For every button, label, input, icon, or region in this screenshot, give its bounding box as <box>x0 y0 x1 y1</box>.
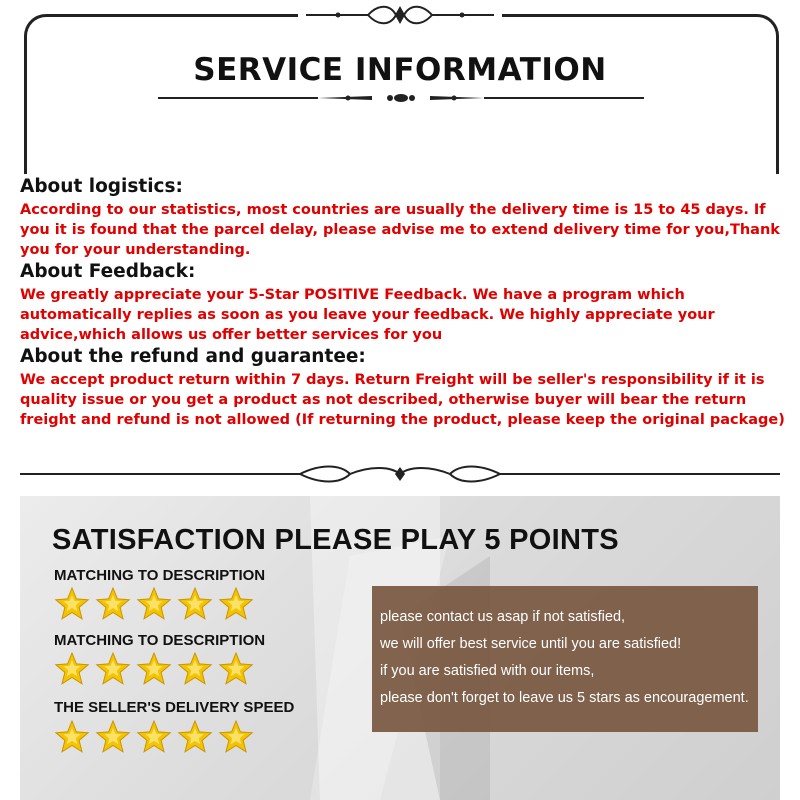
title-underline-ornament-icon <box>158 90 644 106</box>
satisfaction-title: SATISFACTION PLEASE PLAY 5 POINTS <box>52 524 619 556</box>
message-line: please don't forget to leave us 5 stars as encouragement. <box>380 690 749 706</box>
section-divider-ornament-icon <box>20 462 780 486</box>
message-line: if you are satisfied with our items, <box>380 663 595 679</box>
refund-text: We accept product return within 7 days. Return Freight will be seller's responsibility if it is quality issue or you get a product as not described, otherwise buyer will bear the return freight and refund is not allowed (If returning the product, please keep the original package) <box>20 372 785 428</box>
star-rating-row <box>54 652 254 688</box>
feedback-heading: About Feedback: <box>20 261 196 282</box>
rating-label-description-2: MATCHING TO DESCRIPTION <box>54 632 266 649</box>
rating-label-delivery-speed: THE SELLER'S DELIVERY SPEED <box>54 699 295 716</box>
message-line: we will offer best service until you are satisfied! <box>380 636 682 652</box>
star-rating-row <box>54 720 254 756</box>
logistics-text: According to our statistics, most countries are usually the delivery time is 15 to 45 days. If you it is found that the parcel delay, please advise me to extend delivery time for you,Thank you for your understanding. <box>20 202 780 258</box>
message-line: please contact us asap if not satisfied, <box>380 609 626 625</box>
refund-heading: About the refund and guarantee: <box>20 346 366 367</box>
message-box <box>372 586 758 732</box>
page-title: SERVICE INFORMATION <box>193 52 607 88</box>
feedback-text: We greatly appreciate your 5-Star POSITIVE Feedback. We have a program which automatically replies as soon as you leave your feedback. We highly appreciate your advice,which allows us offer better services for you <box>20 287 715 343</box>
top-ornament-icon <box>298 2 502 28</box>
logistics-heading: About logistics: <box>20 176 183 197</box>
rating-label-description-1: MATCHING TO DESCRIPTION <box>54 567 266 584</box>
star-rating-row <box>54 587 254 623</box>
